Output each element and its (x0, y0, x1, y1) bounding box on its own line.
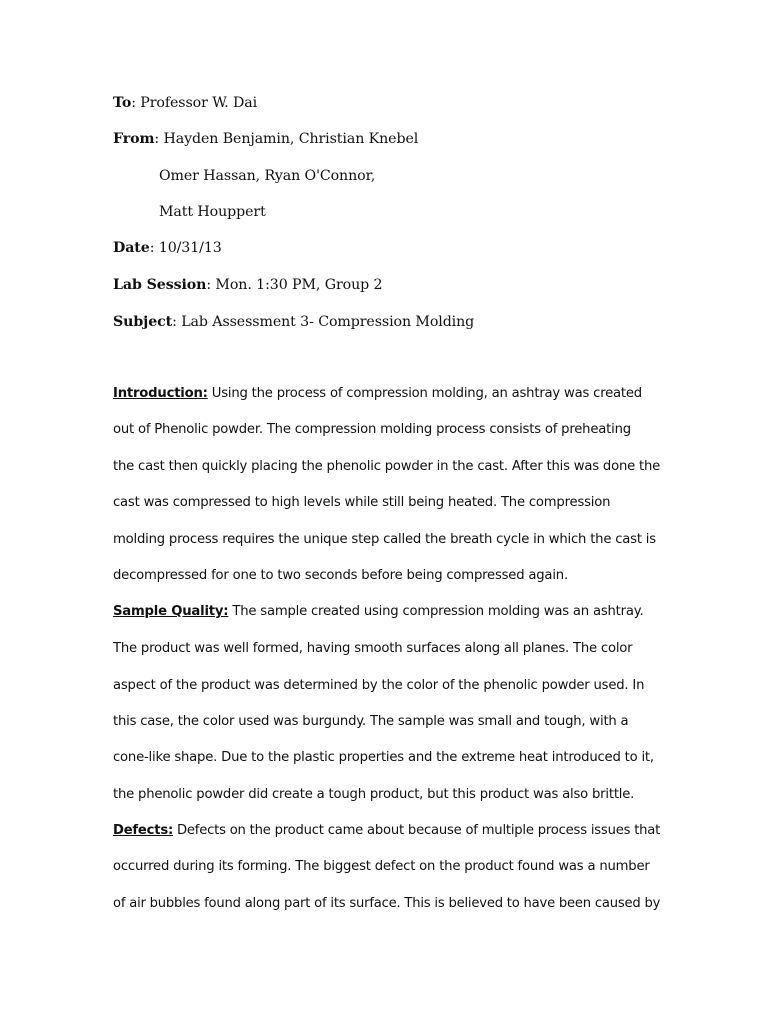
memo-from-continuation: Omer Hassan, Ryan O'Connor, (159, 168, 376, 184)
memo-subject-line (113, 313, 474, 331)
introduction-paragraph-line: molding process requires the unique step called the breath cycle in which the cast is (113, 532, 656, 547)
memo-from-line (113, 130, 418, 148)
defects-heading: Defects: (113, 823, 173, 838)
memo-from-value: : Hayden Benjamin, Christian Knebel (154, 131, 419, 147)
memo-lab-session-value: : Mon. 1:30 PM, Group 2 (206, 277, 383, 293)
sample-quality-paragraph-line: aspect of the product was determined by the color of the phenolic powder used. In (113, 678, 645, 693)
memo-to-value: : Professor W. Dai (131, 95, 258, 111)
defects-text: Defects on the product came about because of multiple process issues that (173, 823, 661, 838)
sample-quality-paragraph-line: cone-like shape. Due to the plastic properties and the extreme heat introduced to it, (113, 750, 654, 765)
memo-from-label: From (113, 131, 155, 147)
sample-quality-paragraph-line: this case, the color used was burgundy. The sample was small and tough, with a (113, 714, 629, 729)
memo-date-value: : 10/31/13 (149, 240, 222, 256)
introduction-paragraph-line: out of Phenolic powder. The compression molding process consists of preheating (113, 422, 631, 437)
defects-paragraph-line: of air bubbles found along part of its surface. This is believed to have been caused by (113, 896, 661, 911)
sample-quality-text: The sample created using compression molding was an ashtray. (228, 604, 644, 619)
memo-subject-label: Subject (113, 314, 173, 330)
introduction-paragraph-line: cast was compressed to high levels while still being heated. The compression (113, 495, 611, 510)
sample-quality-paragraph-line (113, 603, 643, 621)
memo-subject-value: : Lab Assessment 3- Compression Molding (172, 314, 475, 330)
memo-to-line (113, 94, 257, 112)
memo-from-continuation: Matt Houppert (159, 204, 266, 220)
introduction-text: Using the process of compression molding, an ashtray was created (207, 386, 642, 401)
introduction-paragraph-line: decompressed for one to two seconds before being compressed again. (113, 568, 568, 583)
sample-quality-paragraph-line: The product was well formed, having smooth surfaces along all planes. The color (113, 641, 633, 656)
memo-to-label: To (113, 95, 132, 111)
introduction-heading: Introduction: (113, 386, 208, 401)
memo-lab-session-label: Lab Session (113, 277, 207, 293)
defects-paragraph-line (113, 822, 660, 840)
memo-date-line (113, 239, 222, 257)
introduction-paragraph-line: the cast then quickly placing the phenolic powder in the cast. After this was done the (113, 459, 661, 474)
defects-paragraph-line: occurred during its forming. The biggest defect on the product found was a number (113, 859, 650, 874)
memo-date-label: Date (113, 240, 150, 256)
introduction-paragraph-line (113, 385, 642, 403)
sample-quality-heading: Sample Quality: (113, 604, 229, 619)
sample-quality-paragraph-line: the phenolic powder did create a tough product, but this product was also brittle. (113, 787, 635, 802)
memo-lab-session-line (113, 276, 382, 294)
